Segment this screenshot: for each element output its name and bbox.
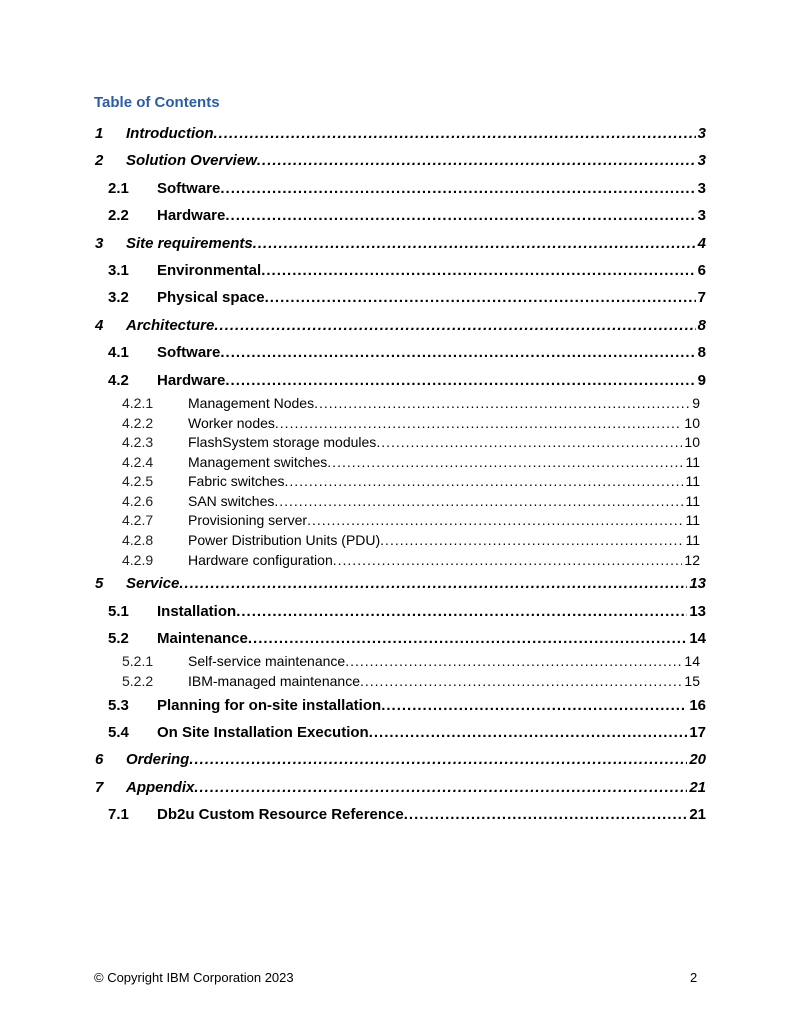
dot-leader bbox=[327, 453, 683, 473]
dot-leader bbox=[220, 339, 695, 366]
toc-entry-title: IBM-managed maintenance bbox=[188, 673, 360, 690]
toc-entry-title: Installation bbox=[157, 602, 237, 620]
page-number: 2 bbox=[690, 970, 698, 985]
toc-entry-page: 11 bbox=[685, 512, 700, 529]
toc-entry-title: Management switches bbox=[188, 453, 328, 470]
toc-entry-title: Provisioning server bbox=[188, 512, 308, 529]
toc-title: Table of Contents bbox=[94, 94, 220, 111]
toc-entry-number: 2.2 bbox=[108, 207, 129, 225]
toc-entry-page: 20 bbox=[689, 751, 706, 769]
toc-entry-title: Environmental bbox=[157, 261, 262, 279]
toc-entry[interactable] bbox=[94, 339, 706, 366]
toc-entry-number: 1 bbox=[95, 125, 104, 142]
toc-entry[interactable] bbox=[94, 625, 706, 652]
toc-entry[interactable] bbox=[94, 367, 706, 394]
dot-leader bbox=[380, 531, 683, 551]
toc-entry[interactable] bbox=[94, 257, 706, 284]
toc-entry-number: 4.2.3 bbox=[122, 434, 154, 451]
dot-leader bbox=[220, 175, 695, 202]
dot-leader bbox=[307, 511, 683, 531]
dot-leader bbox=[257, 147, 696, 174]
dot-leader bbox=[179, 570, 687, 597]
dot-leader bbox=[275, 414, 683, 434]
toc-entry-title: On Site Installation Execution bbox=[157, 724, 369, 741]
toc-entry[interactable] bbox=[94, 453, 700, 473]
toc-entry-number: 4.2.8 bbox=[122, 532, 154, 549]
toc-entry-title: Fabric switches bbox=[188, 473, 285, 490]
toc-entry-page: 17 bbox=[689, 724, 706, 741]
toc-entry-title: Software bbox=[157, 179, 221, 197]
dot-leader bbox=[274, 492, 683, 512]
toc-entry[interactable] bbox=[94, 551, 700, 571]
dot-leader bbox=[225, 367, 695, 394]
toc-entry-page: 13 bbox=[689, 575, 706, 593]
toc-entry-page: 12 bbox=[684, 551, 700, 568]
dot-leader bbox=[253, 230, 696, 257]
toc-entry-number: 5.3 bbox=[108, 696, 129, 714]
toc-entry[interactable] bbox=[94, 202, 706, 229]
toc-entry-title: Management Nodes bbox=[188, 394, 315, 411]
toc-entry-number: 4.2.2 bbox=[122, 414, 154, 431]
toc-entry-title: Architecture bbox=[126, 316, 215, 334]
toc-entry-title: Solution Overview bbox=[126, 152, 257, 170]
toc-entry[interactable] bbox=[94, 511, 700, 531]
toc-entry-page: 3 bbox=[697, 207, 706, 225]
dot-leader bbox=[333, 551, 683, 571]
toc-entry-page: 21 bbox=[689, 778, 706, 796]
dot-leader bbox=[248, 625, 687, 652]
toc-entry-number: 3.2 bbox=[108, 289, 129, 307]
dot-leader bbox=[376, 433, 682, 453]
toc-entry-title: Planning for on-site installation bbox=[157, 696, 382, 714]
toc-entry-title: Appendix bbox=[126, 778, 195, 796]
toc-entry-number: 2 bbox=[95, 152, 104, 170]
toc-entry-page: 15 bbox=[684, 673, 700, 690]
toc-entry-page: 11 bbox=[685, 453, 700, 470]
toc-entry-page: 14 bbox=[684, 653, 700, 670]
toc-entry-number: 7 bbox=[95, 778, 104, 796]
toc-entry-page: 3 bbox=[697, 125, 706, 142]
toc-entry[interactable] bbox=[94, 284, 706, 311]
toc-entry[interactable] bbox=[94, 472, 700, 492]
toc-entry-page: 11 bbox=[685, 532, 700, 549]
toc-entry-page: 10 bbox=[684, 434, 700, 451]
toc-entry-page: 14 bbox=[689, 630, 706, 648]
toc-entry-number: 6 bbox=[95, 751, 104, 769]
toc-entry-title: Db2u Custom Resource Reference bbox=[157, 806, 404, 824]
toc-entry-number: 5 bbox=[95, 575, 104, 593]
toc-entry-title: Ordering bbox=[126, 751, 190, 769]
toc-entry-page: 9 bbox=[692, 394, 700, 411]
toc-entry-number: 4.1 bbox=[108, 344, 129, 362]
toc-entry-title: Hardware bbox=[157, 207, 226, 225]
toc-entry-title: Maintenance bbox=[157, 630, 248, 648]
dot-leader bbox=[236, 598, 687, 625]
toc-entry[interactable] bbox=[94, 230, 706, 257]
dot-leader bbox=[314, 394, 690, 414]
toc-entry[interactable] bbox=[94, 175, 706, 202]
toc-entry-number: 4.2.9 bbox=[122, 551, 154, 568]
toc-entry-title: Introduction bbox=[126, 125, 214, 142]
toc-entry-number: 7.1 bbox=[108, 806, 129, 824]
toc-entry-title: Worker nodes bbox=[188, 414, 275, 431]
toc-entry[interactable] bbox=[94, 719, 706, 746]
toc-entry-title: Hardware bbox=[157, 371, 226, 389]
toc-entry-number: 3.1 bbox=[108, 261, 129, 279]
dot-leader bbox=[369, 719, 688, 746]
toc-entry-page: 8 bbox=[697, 316, 706, 334]
dot-leader bbox=[381, 692, 687, 719]
toc-entry[interactable] bbox=[94, 120, 706, 147]
toc-entry-page: 9 bbox=[697, 371, 706, 389]
toc-entry[interactable] bbox=[94, 570, 706, 597]
toc-entry-number: 2.1 bbox=[108, 179, 129, 197]
dot-leader bbox=[214, 312, 695, 339]
toc-entry[interactable] bbox=[94, 492, 700, 512]
toc-entry[interactable] bbox=[94, 394, 700, 414]
toc-entry-number: 5.2.1 bbox=[122, 653, 154, 670]
toc-entry-page: 10 bbox=[684, 414, 700, 431]
toc-entry-title: Software bbox=[157, 344, 221, 362]
toc-entry-page: 3 bbox=[697, 179, 706, 197]
toc-entry-page: 21 bbox=[689, 806, 706, 824]
dot-leader bbox=[194, 774, 687, 801]
toc-entry-number: 5.2.2 bbox=[122, 673, 154, 690]
toc-entry-page: 6 bbox=[697, 261, 706, 279]
toc-entry-number: 5.1 bbox=[108, 602, 129, 620]
toc-entry[interactable] bbox=[94, 692, 706, 719]
toc-entry[interactable] bbox=[94, 147, 706, 174]
toc-entry-page: 11 bbox=[685, 492, 700, 509]
toc-entry[interactable] bbox=[94, 433, 700, 453]
dot-leader bbox=[360, 672, 682, 692]
toc-entry-number: 4 bbox=[95, 316, 104, 334]
toc-entry-title: FlashSystem storage modules bbox=[188, 434, 377, 451]
toc-entry-title: Physical space bbox=[157, 289, 265, 307]
toc-entry[interactable] bbox=[94, 774, 706, 801]
toc-entry-number: 3 bbox=[95, 234, 104, 252]
dot-leader bbox=[189, 746, 687, 773]
toc-entry-page: 13 bbox=[689, 602, 706, 620]
table-of-contents bbox=[94, 120, 706, 829]
toc-entry-number: 5.2 bbox=[108, 630, 129, 648]
toc-entry-number: 4.2.7 bbox=[122, 512, 154, 529]
toc-entry-title: Power Distribution Units (PDU) bbox=[188, 532, 381, 549]
dot-leader bbox=[345, 652, 682, 672]
dot-leader bbox=[225, 202, 695, 229]
toc-entry-page: 8 bbox=[697, 344, 706, 362]
toc-entry-number: 4.2.4 bbox=[122, 453, 154, 470]
toc-entry[interactable] bbox=[94, 672, 700, 692]
toc-entry-page: 11 bbox=[685, 473, 700, 490]
dot-leader bbox=[265, 284, 696, 311]
toc-entry[interactable] bbox=[94, 531, 700, 551]
dot-leader bbox=[404, 801, 688, 828]
copyright-footer: © Copyright IBM Corporation 2023 bbox=[94, 970, 294, 985]
toc-entry[interactable] bbox=[94, 801, 706, 828]
toc-entry-title: Self-service maintenance bbox=[188, 653, 346, 670]
toc-entry-page: 16 bbox=[689, 696, 706, 714]
toc-entry[interactable] bbox=[94, 598, 706, 625]
toc-entry[interactable] bbox=[94, 746, 706, 773]
toc-entry-number: 4.2.1 bbox=[122, 394, 154, 411]
toc-entry-title: Site requirements bbox=[126, 234, 253, 252]
toc-entry-number: 4.2.6 bbox=[122, 492, 154, 509]
dot-leader bbox=[261, 257, 695, 284]
toc-entry[interactable] bbox=[94, 414, 700, 434]
toc-entry-page: 7 bbox=[697, 289, 706, 307]
dot-leader bbox=[284, 472, 683, 492]
toc-entry-page: 4 bbox=[697, 234, 706, 252]
toc-entry-title: Hardware configuration bbox=[188, 551, 333, 568]
toc-entry[interactable] bbox=[94, 312, 706, 339]
toc-entry-page: 3 bbox=[697, 152, 706, 170]
toc-entry-title: SAN switches bbox=[188, 492, 275, 509]
dot-leader bbox=[213, 120, 695, 147]
toc-entry-number: 5.4 bbox=[108, 724, 129, 741]
toc-entry[interactable] bbox=[94, 652, 700, 672]
toc-entry-number: 4.2.5 bbox=[122, 473, 154, 490]
toc-entry-title: Service bbox=[126, 575, 180, 593]
toc-entry-number: 4.2 bbox=[108, 371, 129, 389]
